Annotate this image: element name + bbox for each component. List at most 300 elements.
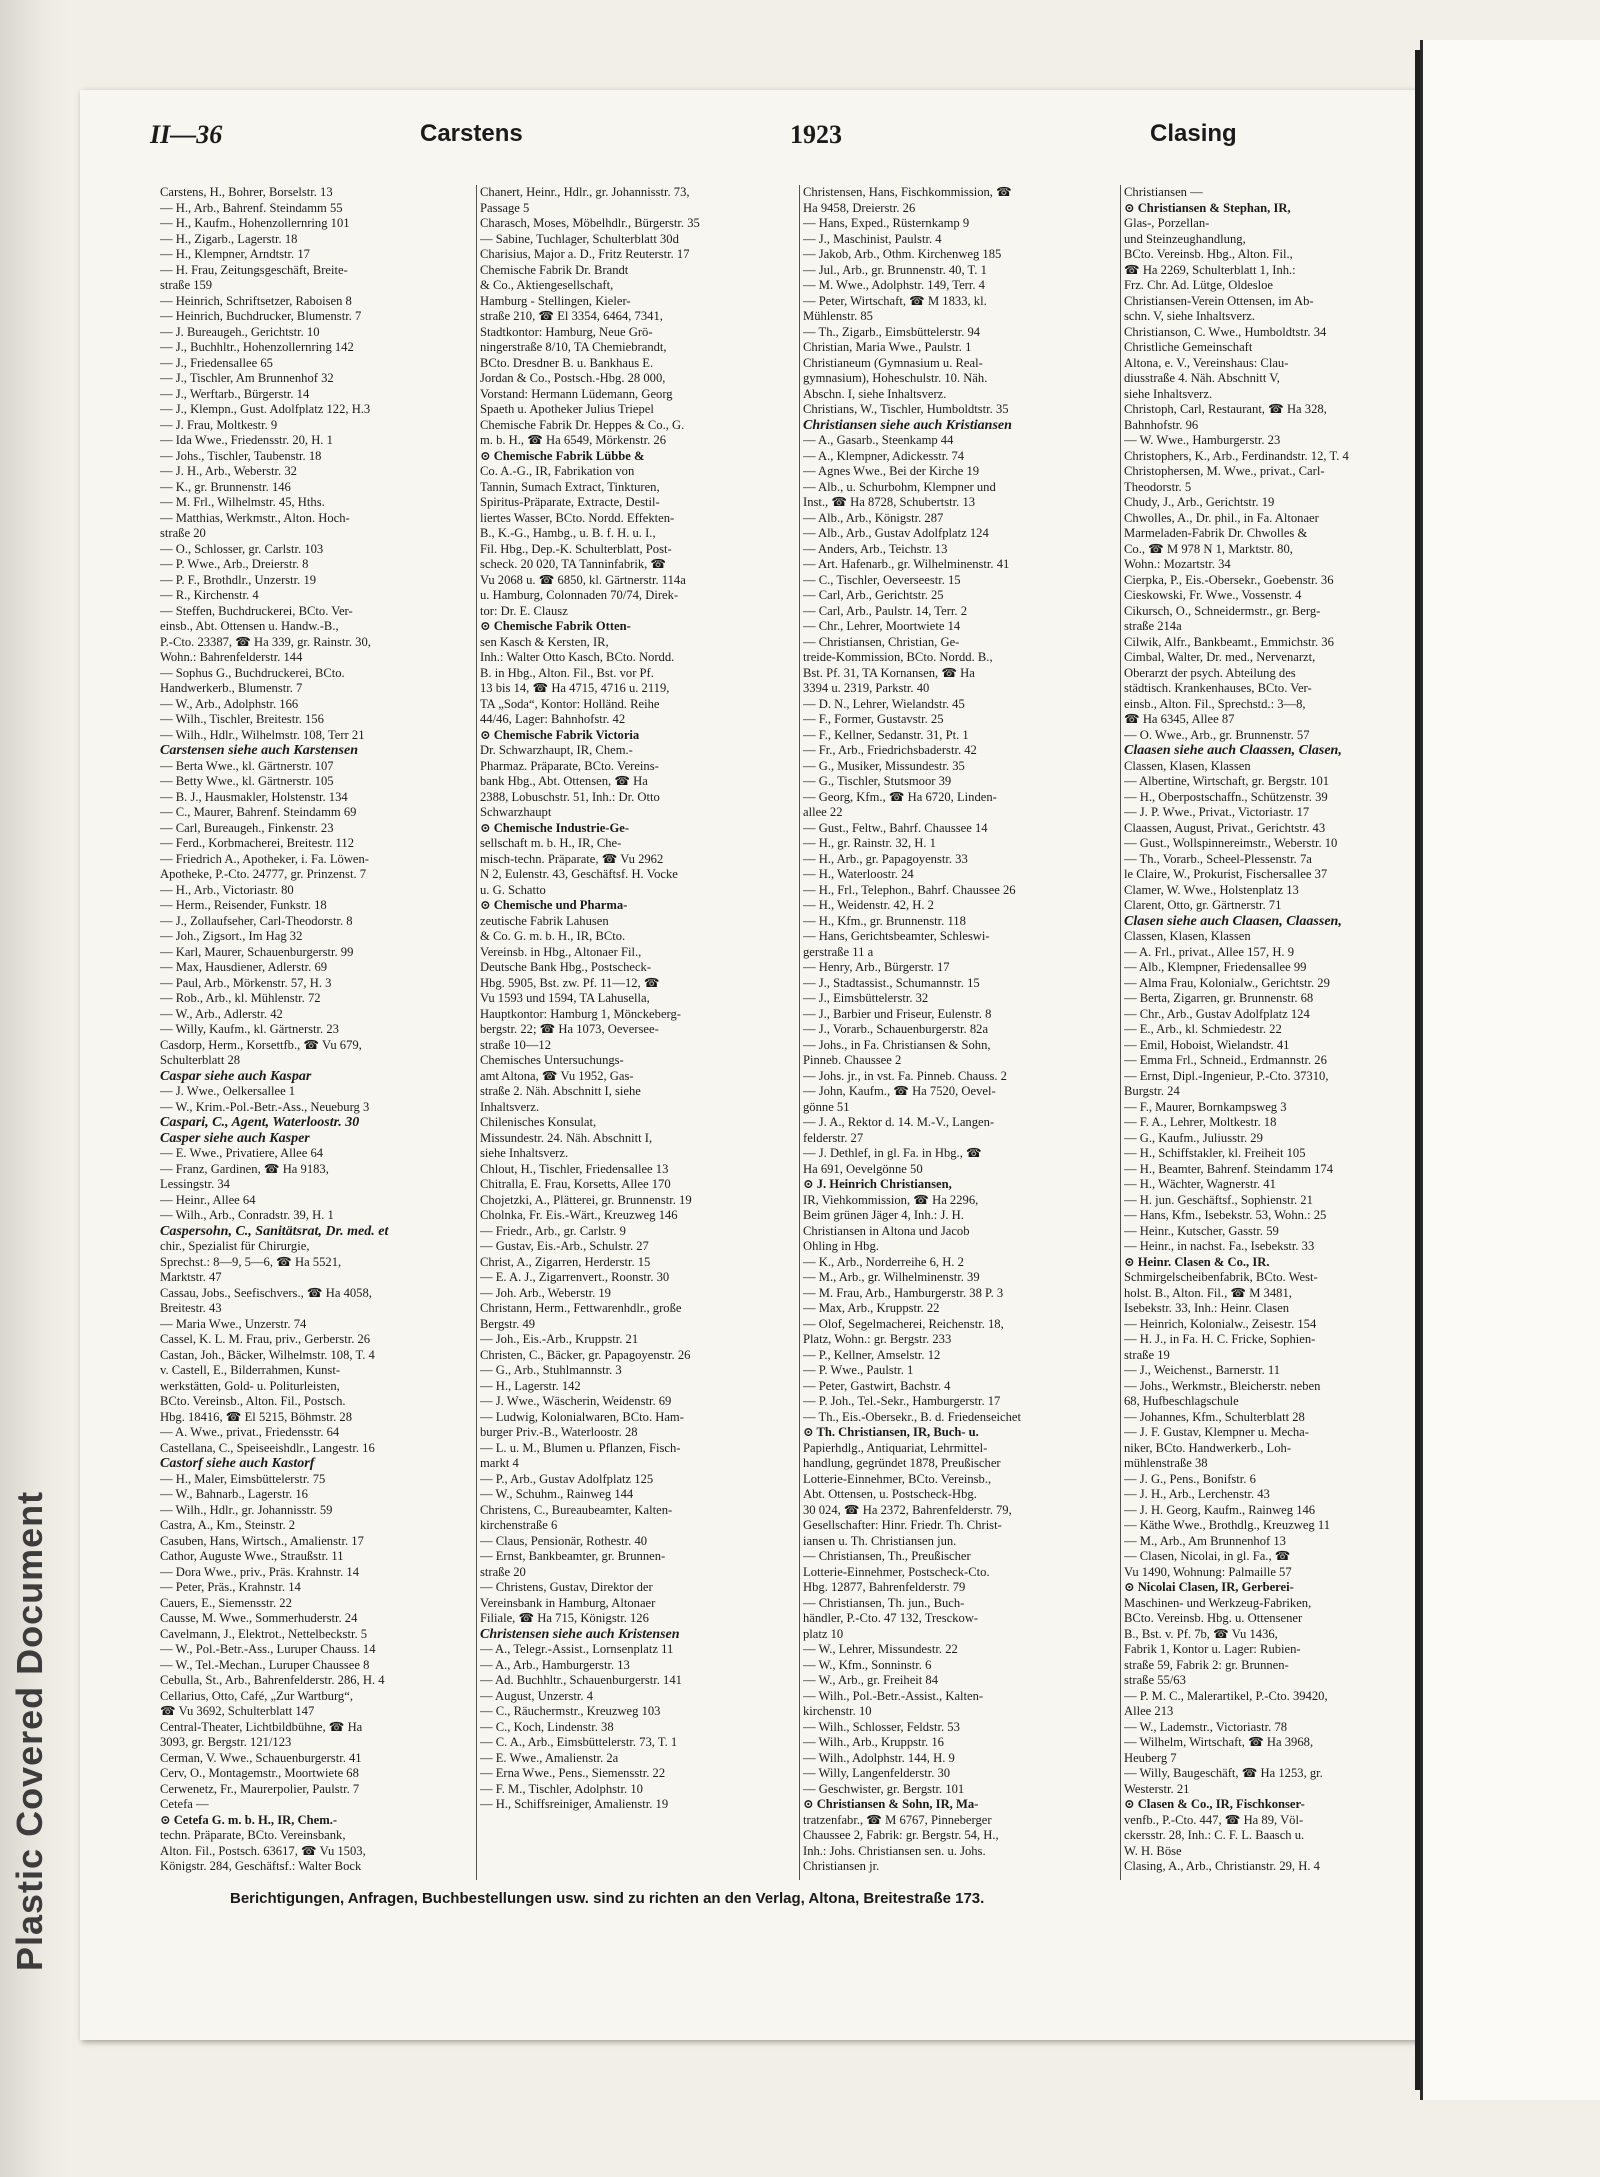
directory-entry: Castellana, C., Speiseeishdlr., Langestr. 16 bbox=[160, 1440, 375, 1455]
directory-entry: — John, Kaufm., ☎ Ha 7520, Oevel- bbox=[803, 1084, 996, 1098]
directory-entry: Missundestr. 24. Näh. Abschnitt I, bbox=[480, 1130, 653, 1145]
directory-entry: straße 20 bbox=[480, 1564, 526, 1579]
directory-entry: straße 55/63 bbox=[1124, 1673, 1186, 1687]
directory-entry: — J. F. Gustav, Klempner u. Mecha- bbox=[1124, 1425, 1309, 1439]
directory-entry: — W., Pol.-Betr.-Ass., Luruper Chauss. 14 bbox=[160, 1642, 376, 1656]
directory-entry: Chemische Fabrik Dr. Heppes & Co., G. bbox=[480, 417, 685, 432]
directory-entry: m. b. H., ☎ Ha 6549, Mörkenstr. 26 bbox=[480, 433, 667, 447]
directory-entry: — H., Zigarb., Lagerstr. 18 bbox=[160, 231, 298, 246]
directory-entry: — H. jun. Geschäftsf., Sophienstr. 21 bbox=[1124, 1192, 1313, 1207]
directory-entry: bank Hbg., Abt. Ottensen, ☎ Ha bbox=[480, 774, 648, 788]
directory-entry: ☎ Vu 3692, Schulterblatt 147 bbox=[160, 1704, 315, 1718]
directory-entry: Jordan & Co., Postsch.-Hbg. 28 000, bbox=[480, 371, 666, 385]
directory-entry: werkstätten, Gold- u. Politurleisten, bbox=[160, 1378, 340, 1393]
directory-entry: — Emma Frl., Schneid., Erdmannstr. 26 bbox=[1124, 1053, 1327, 1067]
directory-entry: — Joh. Arb., Weberstr. 19 bbox=[480, 1285, 611, 1300]
directory-entry: — Karl, Maurer, Schauenburgerstr. 99 bbox=[160, 944, 354, 959]
directory-entry: Christiansen — bbox=[1124, 185, 1203, 199]
directory-entry: Inh.: Johs. Christiansen sen. u. Johs. bbox=[803, 1843, 986, 1858]
directory-entry: chir., Spezialist für Chirurgie, bbox=[160, 1239, 310, 1253]
directory-entry: — H., Beamter, Bahrenf. Steindamm 174 bbox=[1124, 1161, 1333, 1176]
directory-entry: — W., Tel.-Mechan., Luruper Chaussee 8 bbox=[160, 1657, 370, 1672]
directory-entry: — Alma Frau, Kolonialw., Gerichtstr. 29 bbox=[1124, 975, 1330, 990]
directory-entry: — J., Barbier und Friseur, Eulenstr. 8 bbox=[803, 1006, 992, 1021]
directory-entry: — Wilh., Hdlr., gr. Johannisstr. 59 bbox=[160, 1502, 333, 1517]
directory-entry: — Chr., Arb., Gustav Adolfplatz 124 bbox=[1124, 1006, 1310, 1021]
directory-entry: — H. Frau, Zeitungsgeschäft, Breite- bbox=[160, 262, 348, 277]
directory-entry: — P., Arb., Gustav Adolfplatz 125 bbox=[480, 1471, 654, 1486]
directory-entry: — Johannes, Kfm., Schulterblatt 28 bbox=[1124, 1409, 1305, 1424]
directory-entry: Cetefa — bbox=[160, 1797, 209, 1811]
directory-entry: Chitralla, E. Frau, Korsetts, Allee 170 bbox=[480, 1177, 671, 1191]
directory-entry: & Co., Aktiengesellschaft, bbox=[480, 278, 614, 292]
directory-entry: — Henry, Arb., Bürgerstr. 17 bbox=[803, 960, 950, 974]
directory-entry: Isebekstr. 33, Inh.: Heinr. Clasen bbox=[1124, 1301, 1290, 1315]
directory-entry: Hbg. 12877, Bahrenfelderstr. 79 bbox=[803, 1580, 966, 1594]
directory-entry: — Ida Wwe., Friedensstr. 20, H. 1 bbox=[160, 433, 333, 447]
directory-entry: — Wilh., Hdlr., Wilhelmstr. 108, Terr 21 bbox=[160, 727, 365, 742]
directory-entry: — W., Arb., Adolphstr. 166 bbox=[160, 696, 299, 711]
directory-entry: Altona, e. V., Vereinshaus: Clau- bbox=[1124, 355, 1289, 370]
directory-entry: Vorstand: Hermann Lüdemann, Georg bbox=[480, 386, 673, 401]
directory-entry: Christian, Maria Wwe., Paulstr. 1 bbox=[803, 340, 972, 354]
directory-entry: — F., Kellner, Sedanstr. 31, Pt. 1 bbox=[803, 727, 969, 742]
directory-entry: — Johs., Tischler, Taubenstr. 18 bbox=[160, 448, 322, 463]
directory-entry: — Ernst, Bankbeamter, gr. Brunnen- bbox=[480, 1549, 666, 1563]
directory-entry: — Peter, Gastwirt, Bachstr. 4 bbox=[803, 1378, 951, 1393]
directory-entry: — J., Buchhltr., Hohenzollernring 142 bbox=[160, 340, 354, 354]
directory-entry: — Rob., Arb., kl. Mühlenstr. 72 bbox=[160, 991, 321, 1005]
directory-entry: — P. Joh., Tel.-Sekr., Hamburgerstr. 17 bbox=[803, 1394, 1001, 1408]
directory-entry: Christen, C., Bäcker, gr. Papagoyenstr. 26 bbox=[480, 1347, 691, 1362]
directory-entry: Marmeladen-Fabrik Dr. Chwolles & bbox=[1124, 526, 1308, 540]
directory-entry: handlung, gegründet 1878, Preußischer bbox=[803, 1456, 1001, 1470]
directory-entry: straße 2. Näh. Abschnitt I, siehe bbox=[480, 1084, 641, 1098]
directory-entry: Chanert, Heinr., Hdlr., gr. Johannisstr. 73, bbox=[480, 185, 690, 199]
directory-entry: Hamburg - Stellingen, Kieler- bbox=[480, 293, 631, 308]
directory-entry: — W., Bahnarb., Lagerstr. 16 bbox=[160, 1487, 308, 1501]
directory-entry: — Peter, Wirtschaft, ☎ M 1833, kl. bbox=[803, 293, 987, 308]
directory-entry: — Sophus G., Buchdruckerei, BCto. bbox=[160, 665, 345, 680]
directory-entry: städtisch. Krankenhauses, BCto. Ver- bbox=[1124, 681, 1312, 695]
directory-entry: ningerstraße 8/10, TA Chemiebrandt, bbox=[480, 340, 667, 354]
directory-entry: — W. Wwe., Hamburgerstr. 23 bbox=[1124, 433, 1281, 447]
directory-entry: tor: Dr. E. Clausz bbox=[480, 603, 568, 618]
directory-entry: Cimbal, Walter, Dr. med., Nervenarzt, bbox=[1124, 650, 1316, 664]
directory-entry: Castan, Joh., Bäcker, Wilhelmstr. 108, T. 4 bbox=[160, 1347, 375, 1362]
directory-entry: Stadtkontor: Hamburg, Neue Grö- bbox=[480, 324, 653, 339]
directory-entry: Gesellschafter: Hinr. Friedr. Th. Christ- bbox=[803, 1518, 1002, 1532]
directory-entry: ⊙ Chemische Fabrik Lübbe & bbox=[480, 448, 645, 463]
directory-entry: Charasch, Moses, Möbelhdlr., Bürgerstr. 35 bbox=[480, 216, 700, 230]
directory-entry: ⊙ Chemische Industrie-Ge- bbox=[480, 820, 630, 835]
directory-entry: — G., Kaufm., Juliusstr. 29 bbox=[1124, 1130, 1263, 1145]
directory-entry: — E. Wwe., Amalienstr. 2a bbox=[480, 1750, 619, 1765]
directory-entry: Schulterblatt 28 bbox=[160, 1053, 241, 1067]
directory-entry: — Chr., Lehrer, Moortwiete 14 bbox=[803, 619, 961, 633]
directory-entry: — J. H., Arb., Weberstr. 32 bbox=[160, 464, 297, 478]
directory-entry: BCto. Vereinsb., Alton. Fil., Postsch. bbox=[160, 1394, 346, 1408]
directory-entry: techn. Präparate, BCto. Vereinsbank, bbox=[160, 1828, 346, 1842]
directory-entry: 3093, gr. Bergstr. 121/123 bbox=[160, 1735, 292, 1749]
directory-entry: — F., Former, Gustavstr. 25 bbox=[803, 712, 944, 726]
directory-entry: — F., Maurer, Bornkampsweg 3 bbox=[1124, 1099, 1287, 1114]
directory-entry: — E. A. J., Zigarrenvert., Roonstr. 30 bbox=[480, 1270, 670, 1284]
directory-entry: kirchenstr. 10 bbox=[803, 1704, 872, 1718]
directory-entry: Spaeth u. Apotheker Julius Triepel bbox=[480, 402, 654, 416]
directory-entry: — P. Wwe., Arb., Dreierstr. 8 bbox=[160, 557, 309, 571]
directory-entry: Christianeum (Gymnasium u. Real- bbox=[803, 355, 983, 370]
directory-entry: ⊙ Chemische Fabrik Otten- bbox=[480, 619, 631, 633]
header-year: 1923 bbox=[790, 120, 842, 149]
directory-entry: diusstraße 4. Näh. Abschnitt V, bbox=[1124, 371, 1280, 385]
directory-entry: — K., gr. Brunnenstr. 146 bbox=[160, 479, 291, 494]
directory-entry: Lotterie-Einnehmer, BCto. Vereinsb., bbox=[803, 1471, 992, 1486]
directory-entry: ☎ Ha 2269, Schulterblatt 1, Inh.: bbox=[1124, 262, 1296, 277]
directory-entry: Christensen, Hans, Fischkommission, ☎ bbox=[803, 185, 1012, 199]
directory-entry: sellschaft m. b. H., IR, Che- bbox=[480, 836, 622, 850]
directory-entry: — Alb., Arb., Gustav Adolfplatz 124 bbox=[803, 526, 989, 540]
directory-entry: Vu 2068 u. ☎ 6850, kl. Gärtnerstr. 114a bbox=[480, 572, 686, 587]
directory-entry: — A., Arb., Hamburgerstr. 13 bbox=[480, 1657, 630, 1672]
directory-entry: amt Altona, ☎ Vu 1952, Gas- bbox=[480, 1068, 634, 1083]
directory-entry: Christians, W., Tischler, Humboldtstr. 35 bbox=[803, 402, 1009, 416]
directory-entry: Glas-, Porzellan- bbox=[1124, 216, 1210, 230]
directory-entry: Wohn.: Mozartstr. 34 bbox=[1124, 557, 1231, 571]
directory-entry: — J. Dethlef, in gl. Fa. in Hbg., ☎ bbox=[803, 1146, 982, 1160]
directory-entry: felderstr. 27 bbox=[803, 1130, 864, 1145]
directory-entry: — Ludwig, Kolonialwaren, BCto. Ham- bbox=[480, 1409, 684, 1424]
directory-entry: — J. A., Rektor d. 14. M.-V., Langen- bbox=[803, 1115, 995, 1129]
directory-entry: — D. N., Lehrer, Wielandstr. 45 bbox=[803, 696, 965, 711]
directory-entry: Breitestr. 43 bbox=[160, 1301, 222, 1315]
directory-entry: — H., Kaufm., Hohenzollernring 101 bbox=[160, 216, 350, 230]
directory-entry: bergstr. 22; ☎ Ha 1073, Oeversee- bbox=[480, 1022, 659, 1036]
directory-entry: Co., ☎ M 978 N 1, Marktstr. 80, bbox=[1124, 541, 1293, 556]
directory-entry: 68, Hufbeschlagschule bbox=[1124, 1394, 1239, 1408]
directory-entry: — F. M., Tischler, Adolphstr. 10 bbox=[480, 1781, 643, 1796]
directory-entry: Cavelmann, J., Elektrot., Nettelbeckstr. 5 bbox=[160, 1626, 368, 1641]
directory-entry: Pharmaz. Präparate, BCto. Vereins- bbox=[480, 758, 659, 773]
directory-entry: straße 214a bbox=[1124, 619, 1182, 633]
directory-entry: Cassel, K. L. M. Frau, priv., Gerberstr. 26 bbox=[160, 1332, 371, 1346]
directory-entry: — W., Lehrer, Missundestr. 22 bbox=[803, 1642, 958, 1656]
directory-entry: — Maria Wwe., Unzerstr. 74 bbox=[160, 1316, 307, 1331]
directory-entry: tratzenfabr., ☎ M 6767, Pinneberger bbox=[803, 1812, 992, 1827]
directory-entry: — Willy, Baugeschäft, ☎ Ha 1253, gr. bbox=[1124, 1766, 1323, 1780]
directory-entry: — Geschwister, gr. Bergstr. 101 bbox=[803, 1781, 965, 1796]
directory-entry: Bahnhofstr. 96 bbox=[1124, 417, 1199, 432]
directory-entry: straße 19 bbox=[1124, 1347, 1170, 1362]
directory-entry: — J. Frau, Moltkestr. 9 bbox=[160, 417, 278, 432]
directory-entry: Christoph, Carl, Restaurant, ☎ Ha 328, bbox=[1124, 402, 1327, 416]
directory-entry: 44/46, Lager: Bahnhofstr. 42 bbox=[480, 712, 626, 726]
directory-entry: — H., Arb., gr. Papagoyenstr. 33 bbox=[803, 851, 968, 866]
directory-entry: Theodorstr. 5 bbox=[1124, 479, 1192, 494]
directory-entry: Inhaltsverz. bbox=[480, 1099, 540, 1114]
directory-entry: le Claire, W., Prokurist, Fischersallee 37 bbox=[1124, 867, 1328, 881]
directory-entry: und Steinzeughandlung, bbox=[1124, 231, 1246, 246]
directory-entry: Classen, Klasen, Klassen bbox=[1124, 758, 1251, 773]
directory-entry: — J. P. Wwe., Privat., Victoriastr. 17 bbox=[1124, 805, 1310, 819]
directory-entry: — August, Unzerstr. 4 bbox=[480, 1688, 593, 1703]
directory-entry: Ha 691, Oevelgönne 50 bbox=[803, 1161, 923, 1176]
directory-entry: — P. M. C., Malerartikel, P.-Cto. 39420, bbox=[1124, 1688, 1328, 1703]
directory-entry: zeutische Fabrik Lahusen bbox=[480, 913, 609, 928]
page-footer-notice: Berichtigungen, Anfragen, Buchbestellungen usw. sind zu richten an den Verlag, Altona, Breitestraße 173. bbox=[230, 1890, 985, 1907]
directory-entry: Claasen siehe auch Claassen, Clasen, bbox=[1124, 743, 1342, 758]
directory-entry: mühlenstraße 38 bbox=[1124, 1456, 1208, 1470]
directory-entry: Pinneb. Chaussee 2 bbox=[803, 1053, 902, 1067]
directory-entry: Spiritus-Präparate, Extracte, Destil- bbox=[480, 495, 660, 509]
directory-entry: platz 10 bbox=[803, 1626, 844, 1641]
directory-entry: Castra, A., Km., Steinstr. 2 bbox=[160, 1518, 296, 1532]
directory-entry: — R., Kirchenstr. 4 bbox=[160, 588, 259, 602]
directory-entry: — H., Schiffstakler, kl. Freiheit 105 bbox=[1124, 1146, 1306, 1160]
directory-entry: Inh.: Walter Otto Kasch, BCto. Nordd. bbox=[480, 650, 675, 664]
directory-entry: markt 4 bbox=[480, 1456, 519, 1470]
directory-entry: niker, BCto. Handwerkerb., Loh- bbox=[1124, 1440, 1292, 1455]
directory-entry: 13 bis 14, ☎ Ha 4715, 4716 u. 2119, bbox=[480, 681, 670, 695]
directory-entry: ⊙ Nicolai Clasen, IR, Gerberei- bbox=[1124, 1580, 1294, 1594]
column-divider bbox=[1120, 185, 1121, 1880]
directory-entry: Cassau, Jobs., Seefischvers., ☎ Ha 4058, bbox=[160, 1285, 372, 1300]
directory-entry: — A. Wwe., privat., Friedensstr. 64 bbox=[160, 1425, 340, 1439]
directory-entry: Fil. Hbg., Dep.-K. Schulterblatt, Post- bbox=[480, 541, 672, 556]
directory-entry: — Christens, Gustav, Direktor der bbox=[480, 1580, 653, 1594]
directory-entry: Castorf siehe auch Kastorf bbox=[160, 1456, 315, 1471]
directory-entry: kirchenstraße 6 bbox=[480, 1518, 558, 1532]
directory-entry: — Johs. jr., in vst. Fa. Pinneb. Chauss. 2 bbox=[803, 1068, 1007, 1083]
directory-entry: Vu 1490, Wohnung: Palmaille 57 bbox=[1124, 1564, 1292, 1579]
directory-entry: & Co. G. m. b. H., IR, BCto. bbox=[480, 929, 626, 943]
directory-entry: misch-techn. Präparate, ☎ Vu 2962 bbox=[480, 851, 664, 866]
directory-entry: BCto. Vereinsb. Hbg. u. Ottensener bbox=[1124, 1611, 1303, 1625]
directory-entry: IR, Viehkommission, ☎ Ha 2296, bbox=[803, 1192, 979, 1207]
directory-entry: Chilenisches Konsulat, bbox=[480, 1115, 597, 1129]
directory-entry: — Wilhelm, Wirtschaft, ☎ Ha 3968, bbox=[1124, 1735, 1314, 1749]
directory-entry: Casper siehe auch Kasper bbox=[160, 1130, 310, 1146]
directory-entry: Marktstr. 47 bbox=[160, 1270, 222, 1284]
directory-entry: allee 22 bbox=[803, 805, 843, 819]
directory-entry: Sprechst.: 8—9, 5—6, ☎ Ha 5521, bbox=[160, 1254, 342, 1269]
directory-entry: Allee 213 bbox=[1124, 1704, 1174, 1718]
directory-entry: — Olof, Segelmacherei, Reichenstr. 18, bbox=[803, 1316, 1004, 1331]
directory-entry: Cathor, Auguste Wwe., Straußstr. 11 bbox=[160, 1549, 344, 1563]
directory-entry: Platz, Wohn.: gr. Bergstr. 233 bbox=[803, 1332, 952, 1346]
directory-entry: Cerv, O., Montagemstr., Moortwiete 68 bbox=[160, 1766, 359, 1780]
directory-entry: — M. Wwe., Adolphstr. 149, Terr. 4 bbox=[803, 278, 985, 292]
directory-entry: ⊙ Clasen & Co., IR, Fischkonser- bbox=[1124, 1797, 1305, 1811]
directory-entry: — Wilh., Tischler, Breitestr. 156 bbox=[160, 712, 324, 726]
directory-entry: W. H. Böse bbox=[1124, 1843, 1182, 1858]
directory-entry: — Hans, Gerichtsbeamter, Schleswi- bbox=[803, 929, 990, 943]
directory-entry: Cieskowski, Fr. Wwe., Vossenstr. 4 bbox=[1124, 588, 1302, 602]
directory-entry: Apotheke, P.-Cto. 24777, gr. Prinzenst. 7 bbox=[160, 867, 367, 881]
directory-entry: v. Castell, E., Bilderrahmen, Kunst- bbox=[160, 1363, 341, 1377]
directory-entry: siehe Inhaltsverz. bbox=[1124, 386, 1213, 401]
directory-entry: Chlout, H., Tischler, Friedensallee 13 bbox=[480, 1161, 669, 1176]
directory-entry: Cilwik, Alfr., Bankbeamt., Emmichstr. 36 bbox=[1124, 634, 1334, 649]
side-label: Plastic Covered Document bbox=[9, 1490, 50, 1971]
directory-entry: Handwerkerb., Blumenstr. 7 bbox=[160, 681, 303, 695]
directory-entry: 3394 u. 2319, Parkstr. 40 bbox=[803, 681, 930, 695]
directory-column-3 bbox=[803, 185, 1116, 1875]
directory-entry: scheck. 20 020, TA Tanninfabrik, ☎ bbox=[480, 557, 667, 571]
directory-entry: — W., Schuhm., Rainweg 144 bbox=[480, 1487, 634, 1501]
directory-entry: — Ferd., Korbmacherei, Breitestr. 112 bbox=[160, 836, 354, 850]
directory-entry: straße 20 bbox=[160, 526, 206, 540]
directory-entry: Christ, A., Zigarren, Herderstr. 15 bbox=[480, 1254, 651, 1269]
directory-entry: — Carl, Arb., Gerichtstr. 25 bbox=[803, 588, 944, 602]
directory-entry: Cholnka, Fr. Eis.-Wärt., Kreuzweg 146 bbox=[480, 1208, 678, 1222]
directory-entry: Ha 9458, Dreierstr. 26 bbox=[803, 200, 916, 215]
directory-entry: Schwarzhaupt bbox=[480, 805, 552, 819]
directory-entry: Christophers, K., Arb., Ferdinandstr. 12, T. 4 bbox=[1124, 448, 1349, 463]
directory-entry: — Joh., Eis.-Arb., Kruppstr. 21 bbox=[480, 1332, 639, 1346]
directory-entry: — Wilh., Pol.-Betr.-Assist., Kalten- bbox=[803, 1688, 984, 1703]
directory-entry: Dr. Schwarzhaupt, IR, Chem.- bbox=[480, 743, 633, 757]
directory-entry: — A., Telegr.-Assist., Lornsenplatz 11 bbox=[480, 1642, 674, 1656]
directory-entry: Casdorp, Herm., Korsettfb., ☎ Vu 679, bbox=[160, 1037, 362, 1052]
directory-entry: — Clasen, Nicolai, in gl. Fa., ☎ bbox=[1124, 1549, 1291, 1563]
directory-entry: Chemisches Untersuchungs- bbox=[480, 1053, 624, 1067]
directory-column-4 bbox=[1124, 185, 1437, 1875]
directory-entry: Christophersen, M. Wwe., privat., Carl- bbox=[1124, 464, 1325, 478]
directory-entry: — Wilh., Adolphstr. 144, H. 9 bbox=[803, 1750, 955, 1765]
directory-entry: — Agnes Wwe., Bei der Kirche 19 bbox=[803, 464, 980, 478]
directory-entry: — Jakob, Arb., Othm. Kirchenweg 185 bbox=[803, 247, 1002, 261]
directory-entry: Lessingstr. 34 bbox=[160, 1177, 230, 1191]
directory-entry: — J., Vorarb., Schauenburgerstr. 82a bbox=[803, 1022, 989, 1036]
directory-entry: — Th., Vorarb., Scheel-Plessenstr. 7a bbox=[1124, 851, 1312, 866]
directory-entry: — P. Wwe., Paulstr. 1 bbox=[803, 1363, 914, 1377]
directory-entry: Cikursch, O., Schneidermstr., gr. Berg- bbox=[1124, 603, 1321, 618]
directory-entry: gerstraße 11 a bbox=[803, 944, 874, 959]
directory-entry: Cierpka, P., Eis.-Obersekr., Goebenstr. 36 bbox=[1124, 572, 1334, 587]
directory-entry: — Ad. Buchhltr., Schauenburgerstr. 141 bbox=[480, 1673, 682, 1687]
directory-entry: B., K.-G., Hambg., u. B. f. H. u. I., bbox=[480, 526, 656, 540]
directory-entry: — P. F., Brothdlr., Unzerstr. 19 bbox=[160, 572, 317, 587]
directory-entry: — Emil, Hoboist, Wielandstr. 41 bbox=[1124, 1037, 1290, 1052]
directory-entry: gönne 51 bbox=[803, 1099, 850, 1114]
directory-entry: — Art. Hafenarb., gr. Wilhelminenstr. 41 bbox=[803, 557, 1010, 571]
directory-entry: schn. V, siehe Inhaltsverz. bbox=[1124, 309, 1256, 323]
directory-entry: — Dora Wwe., priv., Präs. Krahnstr. 14 bbox=[160, 1564, 360, 1579]
column-divider bbox=[476, 185, 477, 1880]
directory-entry: — Heinrich, Schriftsetzer, Raboisen 8 bbox=[160, 293, 352, 308]
directory-entry: Hbg. 18416, ☎ El 5215, Böhmstr. 28 bbox=[160, 1409, 353, 1424]
directory-entry: — J., Klempn., Gust. Adolfplatz 122, H.3 bbox=[160, 402, 371, 416]
directory-entry: — H., Waterloostr. 24 bbox=[803, 867, 914, 881]
directory-entry: holst. B., Alton. Fil., ☎ M 3481, bbox=[1124, 1285, 1292, 1300]
directory-entry: — A., Gasarb., Steenkamp 44 bbox=[803, 433, 954, 447]
directory-entry: — Erna Wwe., Pens., Siemensstr. 22 bbox=[480, 1766, 666, 1780]
directory-entry: — J. Bureaugeh., Gerichtstr. 10 bbox=[160, 324, 320, 339]
directory-entry: — W., Arb., Adlerstr. 42 bbox=[160, 1006, 283, 1021]
directory-entry: B. in Hbg., Alton. Fil., Bst. vor Pf. bbox=[480, 665, 654, 680]
directory-entry: — Th., Zigarb., Eimsbüttelerstr. 94 bbox=[803, 324, 981, 339]
directory-entry: — Carl, Bureaugeh., Finkenstr. 23 bbox=[160, 820, 334, 835]
directory-column-2 bbox=[480, 185, 793, 1813]
directory-entry: — E. Wwe., Privatiere, Allee 64 bbox=[160, 1146, 324, 1160]
directory-entry: liertes Wasser, BCto. Nordd. Effekten- bbox=[480, 510, 675, 525]
directory-entry: ⊙ Chemische Fabrik Victoria bbox=[480, 727, 640, 742]
directory-entry: — Herm., Reisender, Funkstr. 18 bbox=[160, 898, 327, 912]
directory-entry: — M., Arb., Am Brunnenhof 13 bbox=[1124, 1533, 1286, 1548]
directory-entry: ⊙ Christiansen & Stephan, IR, bbox=[1124, 200, 1291, 215]
directory-entry: — Alb., Klempner, Friedensallee 99 bbox=[1124, 960, 1307, 974]
directory-entry: Christensen siehe auch Kristensen bbox=[480, 1626, 680, 1642]
directory-entry: — J. Wwe., Oelkersallee 1 bbox=[160, 1084, 296, 1098]
directory-entry: — Claus, Pensionär, Rothestr. 40 bbox=[480, 1533, 648, 1548]
directory-entry: venfb., P.-Cto. 447, ☎ Ha 89, Völ- bbox=[1124, 1812, 1304, 1827]
directory-entry: treide-Kommission, BCto. Nordd. B., bbox=[803, 650, 993, 664]
directory-entry: Charisius, Major a. D., Fritz Reuterstr. 17 bbox=[480, 247, 690, 261]
directory-entry: — Wilh., Arb., Conradstr. 39, H. 1 bbox=[160, 1208, 334, 1222]
directory-entry: Mühlenstr. 85 bbox=[803, 309, 873, 323]
directory-entry: — H., Arb., Victoriastr. 80 bbox=[160, 882, 294, 897]
directory-entry: ⊙ J. Heinrich Christiansen, bbox=[803, 1177, 952, 1191]
directory-entry: Tannin, Sumach Extract, Tinkturen, bbox=[480, 479, 660, 494]
directory-entry: Caspar siehe auch Kaspar bbox=[160, 1068, 312, 1084]
directory-entry: straße 159 bbox=[160, 278, 213, 292]
directory-entry: Cellarius, Otto, Café, „Zur Wartburg“, bbox=[160, 1688, 353, 1703]
directory-entry: — Heinr., Allee 64 bbox=[160, 1192, 256, 1207]
directory-entry: Christiansen siehe auch Kristiansen bbox=[803, 417, 1012, 433]
directory-entry: — Alb., Arb., Königstr. 287 bbox=[803, 510, 944, 525]
directory-entry: — Christiansen, Th., Preußischer bbox=[803, 1549, 971, 1563]
directory-entry: — H. J., in Fa. H. C. Fricke, Sophien- bbox=[1124, 1332, 1316, 1346]
directory-entry: Casuben, Hans, Wirtsch., Amalienstr. 17 bbox=[160, 1533, 364, 1548]
directory-entry: — Paul, Arb., Mörkenstr. 57, H. 3 bbox=[160, 975, 332, 990]
header-first-entry: Carstens bbox=[420, 120, 523, 147]
directory-entry: — H., Lagerstr. 142 bbox=[480, 1378, 581, 1393]
directory-entry: — Joh., Zigsort., Im Hag 32 bbox=[160, 929, 303, 943]
directory-entry: — Th., Eis.-Obersekr., B. d. Friedenseichet bbox=[803, 1409, 1022, 1424]
directory-entry: — Betty Wwe., kl. Gärtnerstr. 105 bbox=[160, 774, 334, 788]
directory-entry: — H., Oberpostschaffn., Schützenstr. 39 bbox=[1124, 789, 1328, 804]
directory-entry: — O. Wwe., Arb., gr. Brunnenstr. 57 bbox=[1124, 727, 1310, 742]
directory-entry: — Ernst, Dipl.-Ingenieur, P.-Cto. 37310, bbox=[1124, 1068, 1329, 1083]
directory-entry: Inst., ☎ Ha 8728, Schubertstr. 13 bbox=[803, 495, 976, 509]
header-last-entry: Clasing bbox=[1150, 120, 1237, 147]
directory-entry: Abt. Ottensen, u. Postscheck-Hbg. bbox=[803, 1487, 977, 1501]
directory-entry: — O., Schlosser, gr. Carlstr. 103 bbox=[160, 541, 324, 556]
directory-entry: — J. H. Georg, Kaufm., Rainweg 146 bbox=[1124, 1502, 1316, 1517]
directory-entry: Claassen, August, Privat., Gerichtstr. 43 bbox=[1124, 820, 1326, 835]
directory-entry: — Gustav, Eis.-Arb., Schulstr. 27 bbox=[480, 1239, 649, 1253]
directory-entry: Fabrik 1, Kontor u. Lager: Rubien- bbox=[1124, 1642, 1301, 1656]
directory-entry: Christens, C., Bureaubeamter, Kalten- bbox=[480, 1502, 673, 1517]
directory-entry: — C., Koch, Lindenstr. 38 bbox=[480, 1719, 614, 1734]
directory-entry: — Willy, Langenfelderstr. 30 bbox=[803, 1766, 951, 1780]
directory-entry: — J., Eimsbüttelerstr. 32 bbox=[803, 991, 929, 1005]
directory-entry: — Carl, Arb., Paulstr. 14, Terr. 2 bbox=[803, 603, 967, 618]
directory-entry: Clasing, A., Arb., Christianstr. 29, H. 4 bbox=[1124, 1859, 1320, 1873]
directory-entry: straße 210, ☎ El 3354, 6464, 7341, bbox=[480, 309, 663, 323]
directory-entry: — H., Kfm., gr. Brunnenstr. 118 bbox=[803, 913, 966, 928]
directory-entry: — J., Friedensallee 65 bbox=[160, 355, 273, 370]
directory-entry: ⊙ Cetefa G. m. b. H., IR, Chem.- bbox=[160, 1812, 338, 1827]
directory-entry: — Friedr., Arb., gr. Carlstr. 9 bbox=[480, 1223, 626, 1238]
directory-entry: Schmirgelscheibenfabrik, BCto. West- bbox=[1124, 1270, 1318, 1284]
directory-entry: straße 59, Fabrik 2: gr. Brunnen- bbox=[1124, 1657, 1289, 1672]
directory-entry: einsb., Abt. Ottensen u. Handw.-B., bbox=[160, 619, 339, 633]
directory-entry: Vu 1593 und 1594, TA Lahusella, bbox=[480, 991, 650, 1005]
directory-entry: Christiansen in Altona und Jacob bbox=[803, 1223, 970, 1238]
directory-entry: Cerwenetz, Fr., Maurerpolier, Paulstr. 7 bbox=[160, 1781, 360, 1796]
